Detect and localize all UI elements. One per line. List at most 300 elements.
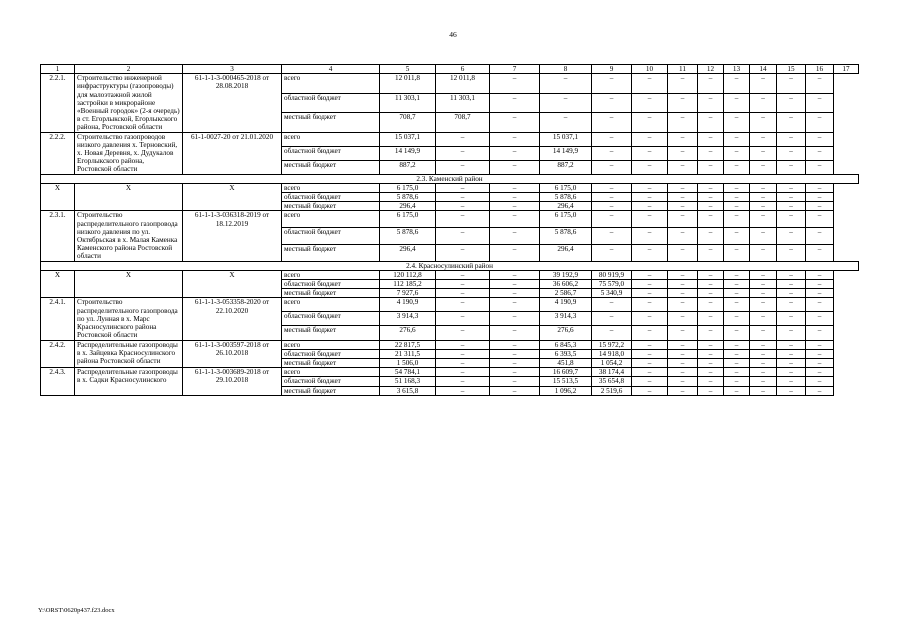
amount-cell: –	[632, 132, 668, 146]
amount-cell: –	[806, 377, 834, 386]
budget-source-label: всего	[282, 298, 380, 312]
budget-source-label: местный бюджет	[282, 326, 380, 340]
amount-cell: –	[806, 312, 834, 326]
amount-cell: –	[806, 211, 834, 228]
amount-cell: –	[490, 368, 540, 377]
amount-cell: –	[592, 74, 632, 93]
amount-cell: –	[777, 244, 806, 261]
amount-cell: –	[806, 74, 834, 93]
column-header: 14	[750, 65, 777, 74]
row-number: 2.3.1.	[41, 211, 75, 261]
amount-cell: –	[490, 211, 540, 228]
amount-cell: –	[632, 93, 668, 112]
amount-cell: 15 037,1	[540, 132, 592, 146]
amount-cell: –	[777, 289, 806, 298]
section-title: 2.3. Каменский район	[41, 174, 859, 183]
budget-source-label: местный бюджет	[282, 386, 380, 395]
row-number: 2.4.2.	[41, 340, 75, 368]
table-row	[41, 340, 859, 349]
amount-cell: 38 174,4	[592, 368, 632, 377]
amount-cell: 51 168,3	[380, 377, 436, 386]
amount-cell: –	[632, 193, 668, 202]
amount-cell: –	[724, 298, 750, 312]
amount-cell: 6 175,0	[380, 211, 436, 228]
budget-table	[40, 64, 859, 396]
column-header: 5	[380, 65, 436, 74]
object-name: Строительство распределительного газопровода по ул. Лунная в х. Марс Красносулинского района Ростовской области	[75, 298, 183, 340]
amount-cell: –	[436, 358, 490, 367]
amount-cell: –	[668, 74, 698, 93]
amount-cell: 6 175,0	[540, 183, 592, 192]
amount-cell: –	[490, 270, 540, 279]
amount-cell: –	[724, 289, 750, 298]
amount-cell: –	[668, 160, 698, 174]
table-row	[41, 298, 859, 312]
amount-cell: –	[777, 160, 806, 174]
amount-cell: –	[698, 358, 724, 367]
amount-cell: –	[668, 193, 698, 202]
amount-cell: –	[632, 358, 668, 367]
amount-cell: –	[632, 228, 668, 245]
budget-source-label: всего	[282, 211, 380, 228]
amount-cell: –	[632, 244, 668, 261]
amount-cell: –	[436, 312, 490, 326]
amount-cell: –	[806, 298, 834, 312]
amount-cell: 12 011,8	[380, 74, 436, 93]
amount-cell: –	[592, 298, 632, 312]
budget-source-label: местный бюджет	[282, 358, 380, 367]
expertise-document: 61-1-1-3-003597-2018 от 26.10.2018	[183, 340, 282, 368]
amount-cell: –	[750, 298, 777, 312]
amount-cell: –	[698, 211, 724, 228]
amount-cell: –	[436, 228, 490, 245]
amount-cell: –	[632, 211, 668, 228]
expertise-document: X	[183, 183, 282, 211]
amount-cell: –	[777, 202, 806, 211]
amount-cell: –	[436, 146, 490, 160]
amount-cell: –	[777, 386, 806, 395]
amount-cell: –	[724, 146, 750, 160]
amount-cell: –	[592, 202, 632, 211]
budget-source-label: всего	[282, 74, 380, 93]
amount-cell: –	[490, 280, 540, 289]
amount-cell: 54 784,1	[380, 368, 436, 377]
column-header: 15	[777, 65, 806, 74]
amount-cell: –	[490, 193, 540, 202]
amount-cell: 21 311,5	[380, 349, 436, 358]
amount-cell: –	[490, 183, 540, 192]
column-header: 10	[632, 65, 668, 74]
budget-source-label: местный бюджет	[282, 113, 380, 132]
amount-cell: 451,8	[540, 358, 592, 367]
column-header: 16	[806, 65, 834, 74]
expertise-document: 61-1-1-3-000465-2018 от 28.08.2018	[183, 74, 282, 132]
amount-cell: –	[490, 349, 540, 358]
amount-cell: –	[777, 113, 806, 132]
amount-cell: –	[698, 298, 724, 312]
amount-cell: –	[698, 349, 724, 358]
amount-cell: –	[592, 211, 632, 228]
amount-cell: 3 615,8	[380, 386, 436, 395]
amount-cell: –	[490, 93, 540, 112]
amount-cell: 296,4	[540, 202, 592, 211]
amount-cell: 5 878,6	[380, 193, 436, 202]
amount-cell: –	[750, 93, 777, 112]
amount-cell: 14 149,9	[380, 146, 436, 160]
amount-cell: –	[777, 93, 806, 112]
amount-cell: –	[806, 349, 834, 358]
column-header: 2	[75, 65, 183, 74]
column-header: 11	[668, 65, 698, 74]
amount-cell: 296,4	[380, 244, 436, 261]
budget-source-label: местный бюджет	[282, 244, 380, 261]
amount-cell: –	[698, 132, 724, 146]
amount-cell: –	[806, 113, 834, 132]
amount-cell: –	[592, 160, 632, 174]
object-name: Распределительные газопроводы в х. Садки Красносулинского	[75, 368, 183, 396]
object-name: Строительство газопроводов низкого давления х. Терновский, х. Новая Деревня, х. Дудукалов Егорлыкского района, Ростовской области	[75, 132, 183, 174]
row-number: 2.4.1.	[41, 298, 75, 340]
table-row	[41, 211, 859, 228]
amount-cell: –	[436, 202, 490, 211]
amount-cell: –	[436, 280, 490, 289]
budget-source-label: всего	[282, 340, 380, 349]
amount-cell: –	[436, 132, 490, 146]
amount-cell: –	[750, 193, 777, 202]
header-row	[41, 65, 859, 74]
row-number: 2.4.3.	[41, 368, 75, 396]
amount-cell: –	[490, 386, 540, 395]
amount-cell: 3 914,3	[380, 312, 436, 326]
amount-cell: –	[724, 358, 750, 367]
amount-cell: –	[806, 340, 834, 349]
amount-cell: –	[777, 270, 806, 279]
amount-cell: –	[777, 326, 806, 340]
amount-cell: –	[698, 289, 724, 298]
amount-cell: –	[632, 160, 668, 174]
expertise-document: 61-1-1-3-036318-2019 от 18.12.2019	[183, 211, 282, 261]
amount-cell: –	[806, 202, 834, 211]
budget-source-label: областной бюджет	[282, 193, 380, 202]
amount-cell: –	[436, 326, 490, 340]
footer-file-path: Y:\ORST\0620p437.f23.docx	[38, 607, 115, 614]
amount-cell: –	[724, 228, 750, 245]
amount-cell: 15 513,5	[540, 377, 592, 386]
budget-source-label: областной бюджет	[282, 280, 380, 289]
amount-cell: –	[698, 228, 724, 245]
amount-cell: –	[668, 228, 698, 245]
amount-cell: 5 878,6	[540, 193, 592, 202]
amount-cell: –	[750, 160, 777, 174]
amount-cell: –	[806, 386, 834, 395]
amount-cell: 4 190,9	[380, 298, 436, 312]
amount-cell: –	[632, 340, 668, 349]
budget-source-label: местный бюджет	[282, 160, 380, 174]
amount-cell: –	[540, 74, 592, 93]
amount-cell: –	[490, 228, 540, 245]
amount-cell: 4 190,9	[540, 298, 592, 312]
amount-cell: –	[698, 160, 724, 174]
amount-cell: –	[750, 270, 777, 279]
amount-cell: –	[777, 312, 806, 326]
amount-cell: –	[668, 244, 698, 261]
amount-cell: 276,6	[380, 326, 436, 340]
row-number: X	[41, 270, 75, 298]
amount-cell: –	[724, 386, 750, 395]
amount-cell: –	[806, 132, 834, 146]
amount-cell: –	[436, 193, 490, 202]
amount-cell: –	[724, 160, 750, 174]
amount-cell: 7 927,6	[380, 289, 436, 298]
amount-cell: –	[750, 183, 777, 192]
amount-cell: 5 340,9	[592, 289, 632, 298]
amount-cell: –	[806, 193, 834, 202]
amount-cell: –	[668, 298, 698, 312]
amount-cell: –	[436, 298, 490, 312]
amount-cell: –	[436, 160, 490, 174]
amount-cell: –	[592, 244, 632, 261]
amount-cell: 296,4	[540, 244, 592, 261]
object-name: X	[75, 270, 183, 298]
amount-cell: –	[668, 340, 698, 349]
amount-cell: –	[632, 326, 668, 340]
amount-cell: 75 579,0	[592, 280, 632, 289]
amount-cell: –	[698, 326, 724, 340]
budget-source-label: областной бюджет	[282, 377, 380, 386]
amount-cell: –	[724, 368, 750, 377]
amount-cell: –	[632, 280, 668, 289]
amount-cell: –	[750, 132, 777, 146]
expertise-document: 61-1-1-3-003689-2018 от 29.10.2018	[183, 368, 282, 396]
amount-cell: –	[806, 183, 834, 192]
amount-cell: –	[777, 183, 806, 192]
amount-cell: –	[490, 377, 540, 386]
column-header: 4	[282, 65, 380, 74]
amount-cell: –	[632, 270, 668, 279]
amount-cell: –	[436, 270, 490, 279]
amount-cell: 1 054,2	[592, 358, 632, 367]
amount-cell: –	[750, 358, 777, 367]
amount-cell: –	[490, 358, 540, 367]
amount-cell: –	[632, 349, 668, 358]
amount-cell: –	[632, 298, 668, 312]
amount-cell: –	[668, 368, 698, 377]
amount-cell: –	[490, 244, 540, 261]
amount-cell: 1 506,0	[380, 358, 436, 367]
amount-cell: 708,7	[436, 113, 490, 132]
amount-cell: –	[750, 74, 777, 93]
amount-cell: –	[436, 183, 490, 192]
amount-cell: 887,2	[540, 160, 592, 174]
column-header: 8	[540, 65, 592, 74]
section-row	[41, 174, 859, 183]
amount-cell: –	[698, 270, 724, 279]
amount-cell: –	[806, 289, 834, 298]
amount-cell: –	[668, 289, 698, 298]
amount-cell: –	[668, 377, 698, 386]
amount-cell: –	[777, 280, 806, 289]
amount-cell: –	[806, 146, 834, 160]
amount-cell: –	[436, 289, 490, 298]
amount-cell: 276,6	[540, 326, 592, 340]
column-header: 13	[724, 65, 750, 74]
amount-cell: –	[698, 377, 724, 386]
amount-cell: 2 519,6	[592, 386, 632, 395]
amount-cell: 11 303,1	[380, 93, 436, 112]
object-name: Строительство инженерной инфраструктуры (газопроводы) для малоэтажной жилой застройки в микрорайоне «Военный городок» (2-я очередь) в ст. Егорлыкской, Егорлыкского района, Ростовской области	[75, 74, 183, 132]
amount-cell: –	[592, 193, 632, 202]
amount-cell: –	[668, 211, 698, 228]
budget-source-label: всего	[282, 270, 380, 279]
expertise-document: 61-1-1-3-053358-2020 от 22.10.2020	[183, 298, 282, 340]
amount-cell: –	[806, 358, 834, 367]
amount-cell: –	[724, 280, 750, 289]
amount-cell: –	[632, 386, 668, 395]
amount-cell: –	[698, 340, 724, 349]
amount-cell: –	[750, 289, 777, 298]
amount-cell: –	[632, 289, 668, 298]
amount-cell: –	[750, 377, 777, 386]
amount-cell: –	[724, 326, 750, 340]
amount-cell: –	[777, 74, 806, 93]
amount-cell: –	[698, 202, 724, 211]
row-number: X	[41, 183, 75, 211]
column-header: 3	[183, 65, 282, 74]
section-title: 2.4. Красносулинский район	[41, 261, 859, 270]
amount-cell: –	[724, 74, 750, 93]
amount-cell: –	[777, 368, 806, 377]
amount-cell: –	[490, 326, 540, 340]
amount-cell: 120 112,8	[380, 270, 436, 279]
amount-cell: 12 011,8	[436, 74, 490, 93]
amount-cell: 708,7	[380, 113, 436, 132]
object-name: Строительство распределительного газопровода низкого давления по ул. Октябрьская в х. Малая Каменка Каменского района Ростовской области	[75, 211, 183, 261]
amount-cell: –	[724, 312, 750, 326]
amount-cell: –	[592, 132, 632, 146]
amount-cell: 112 185,2	[380, 280, 436, 289]
amount-cell: –	[777, 358, 806, 367]
amount-cell: –	[698, 312, 724, 326]
amount-cell: –	[724, 113, 750, 132]
object-name: X	[75, 183, 183, 211]
amount-cell: –	[668, 93, 698, 112]
amount-cell: –	[698, 74, 724, 93]
amount-cell: –	[777, 298, 806, 312]
amount-cell: –	[632, 312, 668, 326]
amount-cell: –	[750, 368, 777, 377]
expertise-document: 61-1-0027-20 от 21.01.2020	[183, 132, 282, 174]
table-row	[41, 270, 859, 279]
amount-cell: –	[632, 202, 668, 211]
page-number: 46	[449, 30, 457, 39]
amount-cell: 14 918,0	[592, 349, 632, 358]
amount-cell: –	[592, 228, 632, 245]
amount-cell: –	[436, 386, 490, 395]
budget-source-label: областной бюджет	[282, 228, 380, 245]
amount-cell: –	[750, 244, 777, 261]
amount-cell: –	[490, 202, 540, 211]
amount-cell: 22 817,5	[380, 340, 436, 349]
amount-cell: –	[698, 193, 724, 202]
amount-cell: –	[724, 270, 750, 279]
amount-cell: –	[724, 93, 750, 112]
column-header: 7	[490, 65, 540, 74]
amount-cell: –	[436, 211, 490, 228]
amount-cell: –	[632, 377, 668, 386]
amount-cell: 11 303,1	[436, 93, 490, 112]
amount-cell: –	[724, 244, 750, 261]
amount-cell: –	[632, 113, 668, 132]
budget-source-label: местный бюджет	[282, 289, 380, 298]
row-number: 2.2.2.	[41, 132, 75, 174]
budget-source-label: всего	[282, 368, 380, 377]
amount-cell: –	[436, 368, 490, 377]
amount-cell: –	[750, 202, 777, 211]
amount-cell: –	[724, 183, 750, 192]
amount-cell: –	[750, 340, 777, 349]
amount-cell: –	[698, 113, 724, 132]
amount-cell: –	[777, 211, 806, 228]
table-row	[41, 132, 859, 146]
amount-cell: –	[592, 146, 632, 160]
amount-cell: –	[540, 113, 592, 132]
amount-cell: –	[592, 326, 632, 340]
amount-cell: –	[750, 386, 777, 395]
budget-source-label: всего	[282, 183, 380, 192]
amount-cell: –	[490, 146, 540, 160]
amount-cell: –	[698, 146, 724, 160]
amount-cell: –	[806, 228, 834, 245]
amount-cell: 2 586,7	[540, 289, 592, 298]
amount-cell: –	[806, 326, 834, 340]
amount-cell: –	[668, 358, 698, 367]
amount-cell: –	[806, 93, 834, 112]
amount-cell: –	[750, 349, 777, 358]
amount-cell: –	[436, 244, 490, 261]
amount-cell: –	[777, 377, 806, 386]
amount-cell: –	[750, 113, 777, 132]
amount-cell: –	[592, 183, 632, 192]
amount-cell: –	[777, 340, 806, 349]
amount-cell: 36 606,2	[540, 280, 592, 289]
amount-cell: –	[490, 113, 540, 132]
amount-cell: –	[724, 132, 750, 146]
amount-cell: 6 845,3	[540, 340, 592, 349]
amount-cell: 5 878,6	[380, 228, 436, 245]
amount-cell: –	[698, 368, 724, 377]
amount-cell: –	[724, 211, 750, 228]
amount-cell: 39 192,9	[540, 270, 592, 279]
amount-cell: –	[777, 193, 806, 202]
object-name: Распределительные газопроводы в х. Зайцевка Красносулинского района Ростовской области	[75, 340, 183, 368]
amount-cell: –	[632, 146, 668, 160]
amount-cell: –	[698, 183, 724, 192]
column-header: 17	[834, 65, 859, 74]
amount-cell: –	[668, 132, 698, 146]
amount-cell: 3 914,3	[540, 312, 592, 326]
amount-cell: –	[668, 349, 698, 358]
amount-cell: –	[806, 270, 834, 279]
amount-cell: –	[724, 202, 750, 211]
amount-cell: –	[490, 312, 540, 326]
amount-cell: –	[698, 244, 724, 261]
amount-cell: –	[724, 340, 750, 349]
amount-cell: –	[806, 280, 834, 289]
amount-cell: –	[668, 183, 698, 192]
amount-cell: 296,4	[380, 202, 436, 211]
amount-cell: –	[750, 228, 777, 245]
amount-cell: –	[750, 280, 777, 289]
